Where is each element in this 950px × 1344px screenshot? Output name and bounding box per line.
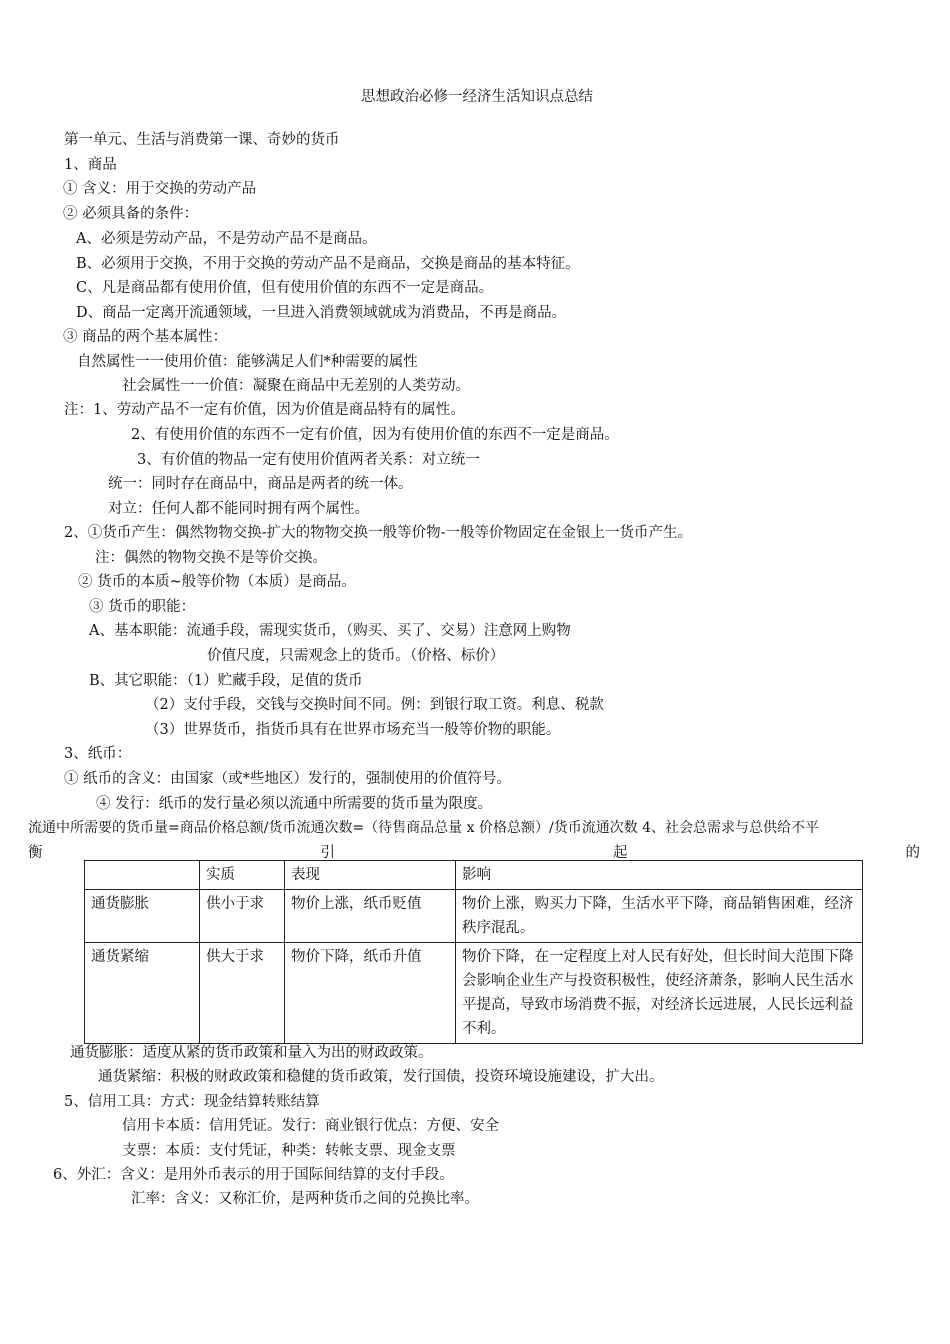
table-header-row <box>85 861 863 890</box>
text-line: 社会属性一一价值：凝聚在商品中无差别的人类劳动。 <box>122 378 470 394</box>
table-header-cell: 影响 <box>456 861 863 890</box>
text-line: 第一单元、生活与消费第一课、奇妙的货币 <box>64 132 340 148</box>
text-line: ④ 发行：纸币的发行量必须以流通中所需要的货币量为限度。 <box>96 796 493 812</box>
text-line: ③ 货币的职能： <box>89 599 196 615</box>
table-cell: 物价上涨，购买力下降，生活水平下降，商品销售困难，经济秩序混乱。 <box>456 890 863 943</box>
text-line: 汇率：含义：又称汇价，是两种货币之间的兑换比率。 <box>131 1191 479 1207</box>
text-line: 通货紧缩：积极的财政政策和稳健的货币政策，发行国债，投资环境设施建设，扩大出。 <box>98 1069 664 1085</box>
text-line: ① 含义：用于交换的劳动产品 <box>63 181 257 197</box>
table-cell: 通货膨胀 <box>85 890 200 943</box>
table-cell: 物价下降，纸币升值 <box>285 943 456 1044</box>
text-line: 5、信用工具：方式：现金结算转账结算 <box>64 1094 320 1110</box>
table-cell: 物价上涨，纸币贬值 <box>285 890 456 943</box>
justified-word: 的 <box>905 845 920 861</box>
text-line: ① 纸币的含义：由国家（或*些地区）发行的，强制使用的价值符号。 <box>64 771 511 787</box>
inflation-deflation-table <box>84 860 863 1044</box>
text-line: 自然属性一一使用价值：能够满足人们*种需要的属性 <box>77 354 418 370</box>
justified-word: 衡 <box>28 845 43 861</box>
table-header-cell: 实质 <box>200 861 285 890</box>
table-row <box>85 943 863 1044</box>
text-line: 统一：同时存在商品中，商品是两者的统一体。 <box>108 476 413 492</box>
table-cell: 物价下降，在一定程度上对人民有好处，但长时间大范围下降会影响企业生产与投资积极性，使经济萧条，影响人民生活水平提高，导致市场消费不振，对经济长远进展，人民长远利益不利。 <box>456 943 863 1044</box>
text-line: （2）支付手段，交钱与交换时间不同。例：到银行取工资。利息、税款 <box>145 697 604 713</box>
text-line: 注：1、劳动产品不一定有价值，因为价值是商品特有的属性。 <box>64 402 465 418</box>
text-line: （3）世界货币，指货币具有在世界市场充当一般等价物的职能。 <box>145 722 561 738</box>
text-line: ② 必须具备的条件： <box>63 206 199 222</box>
text-line: 6、外汇：含义：是用外币表示的用于国际间结算的支付手段。 <box>53 1167 454 1183</box>
text-line: 信用卡本质：信用凭证。发行：商业银行优点：方便、安全 <box>122 1118 499 1134</box>
text-line: D、商品一定离开流通领域，一旦进入消费领域就成为消费品，不再是商品。 <box>76 305 567 321</box>
table-header-cell <box>85 861 200 890</box>
text-line: ② 货币的本质~般等价物（本质）是商品。 <box>78 574 356 590</box>
text-line: 流通中所需要的货币量=商品价格总额/货币流通次数=（待售商品总量 x 价格总额）/货币流通次数 4、社会总需求与总供给不平 <box>28 820 820 836</box>
text-line: B、其它职能：（1）贮藏手段，足值的货币 <box>89 673 363 689</box>
text-line: C、凡是商品都有使用价值，但有使用价值的东西不一定是商品。 <box>76 280 494 296</box>
text-line: 注：偶然的物物交换不是等价交换。 <box>95 550 327 566</box>
text-line: 2、有使用价值的东西不一定有价值，因为有使用价值的东西不一定是商品。 <box>131 427 619 443</box>
text-line: 2、①货币产生：偶然物物交换-扩大的物物交换一般等价物-一般等价物固定在金银上一货币产生。 <box>64 525 693 541</box>
justified-word: 引 <box>320 845 335 861</box>
text-line: ③ 商品的两个基本属性： <box>63 329 228 345</box>
text-line: 支票：本质：支付凭证，种类：转帐支票、现金支票 <box>122 1143 456 1159</box>
text-line: 1、商品 <box>64 157 117 173</box>
text-line: A、基本职能：流通手段，需现实货币，（购买、买了、交易）注意网上购物 <box>89 623 571 639</box>
table-cell: 供大于求 <box>200 943 285 1044</box>
text-line: B、必须用于交换，不用于交换的劳动产品不是商品，交换是商品的基本特征。 <box>76 256 580 272</box>
justified-word: 起 <box>613 845 628 861</box>
text-line: 对立：任何人都不能同时拥有两个属性。 <box>108 501 369 517</box>
table-cell: 供小于求 <box>200 890 285 943</box>
text-line: 3、纸币： <box>64 746 132 762</box>
document-title: 思想政治必修一经济生活知识点总结 <box>361 89 593 105</box>
text-line: A、必须是劳动产品，不是劳动产品不是商品。 <box>76 231 377 247</box>
table-header-cell: 表现 <box>285 861 456 890</box>
table-row <box>85 890 863 943</box>
text-line: 通货膨胀：适度从紧的货币政策和量入为出的财政政策。 <box>70 1045 433 1061</box>
text-line: 价值尺度，只需观念上的货币。（价格、标价） <box>207 648 505 664</box>
table-cell: 通货紧缩 <box>85 943 200 1044</box>
text-line: 3、有价值的物品一定有使用价值两者关系：对立统一 <box>137 452 480 468</box>
